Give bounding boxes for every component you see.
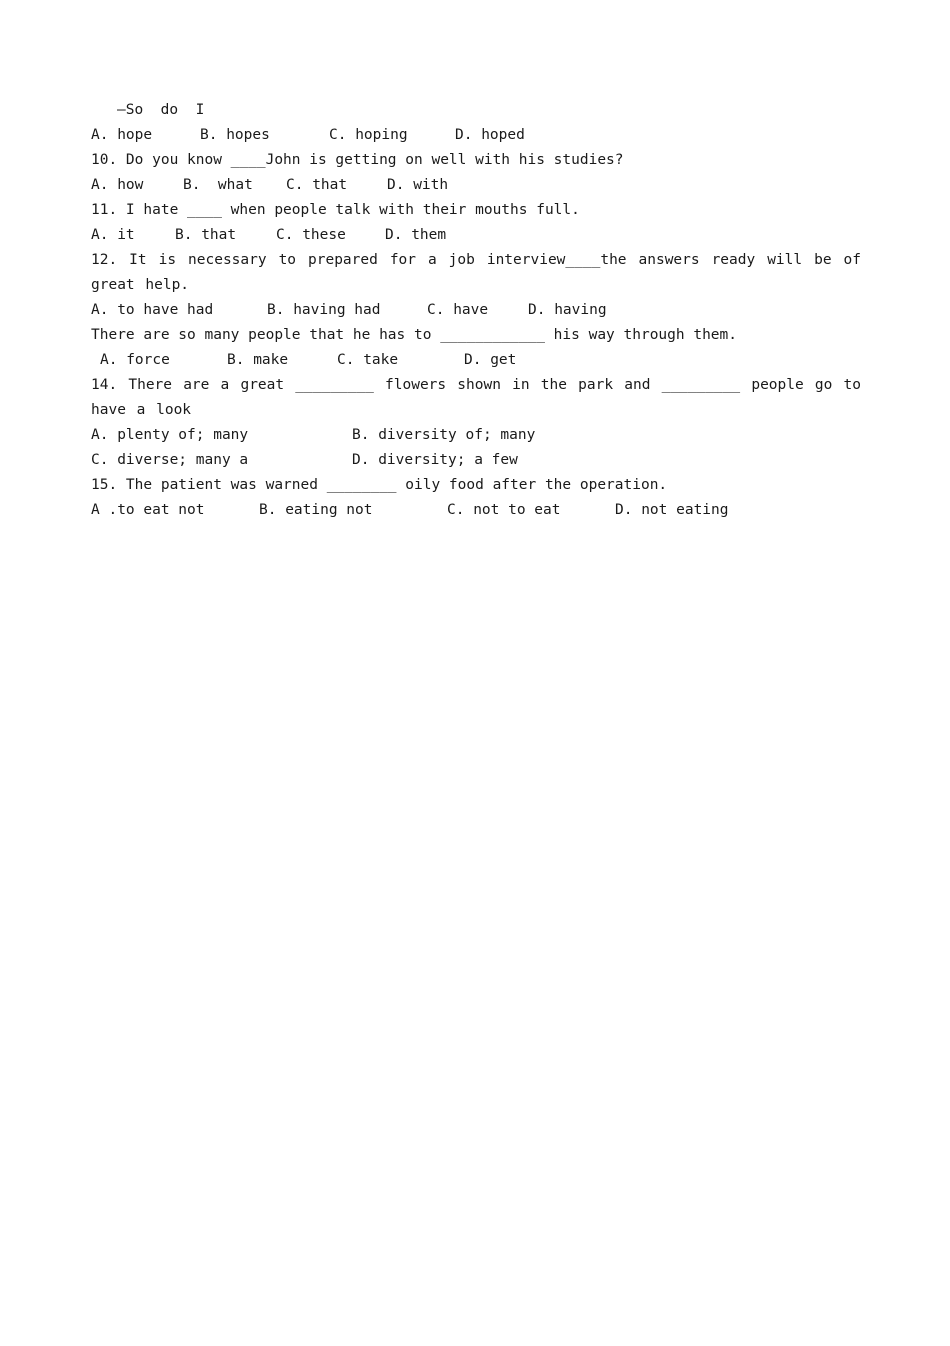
document-page — [91, 98, 861, 523]
q14-stem: 14. There are a great _________ flowers shown in the park and _________ people go to have a look — [91, 377, 861, 418]
q14-option-c: C. diverse; many a — [91, 452, 249, 468]
q11-option-c: C. these — [276, 227, 346, 243]
q9-option-a: A. hope — [91, 127, 153, 143]
q9-answer-line: —So do I — [117, 102, 205, 118]
q14-options-row1 — [91, 423, 861, 448]
q13-options — [91, 348, 861, 373]
q14-options-row2 — [91, 448, 861, 473]
q9-option-d: D. hoped — [455, 127, 525, 143]
q9-option-c: C. hoping — [329, 127, 408, 143]
q15-options — [91, 498, 861, 523]
q10-option-b: B. what — [183, 177, 253, 193]
q14-option-d: D. diversity; a few — [352, 452, 518, 468]
q15-option-d: D. not eating — [615, 502, 729, 518]
q12-stem: 12. It is necessary to prepared for a job interview____the answers ready will be of great help. — [91, 252, 861, 293]
q13-stem: There are so many people that he has to ____________ his way through them. — [91, 327, 738, 343]
q15-option-c: C. not to eat — [447, 502, 561, 518]
q10-option-c: C. that — [286, 177, 348, 193]
q13-option-b: B. make — [227, 352, 289, 368]
q10-option-d: D. with — [387, 177, 449, 193]
q15-option-b: B. eating not — [259, 502, 373, 518]
q14-option-a: A. plenty of; many — [91, 427, 249, 443]
q9-option-b: B. hopes — [200, 127, 270, 143]
q12-options — [91, 298, 861, 323]
q13-option-d: D. get — [464, 352, 517, 368]
q13-option-a: A. force — [100, 352, 170, 368]
q12-option-d: D. having — [528, 302, 607, 318]
q10-option-a: A. how — [91, 177, 144, 193]
q13-option-c: C. take — [337, 352, 399, 368]
q10-options — [91, 173, 861, 198]
q9-options — [91, 123, 861, 148]
q12-option-a: A. to have had — [91, 302, 214, 318]
q15-option-a: A .to eat not — [91, 502, 205, 518]
q11-option-d: D. them — [385, 227, 447, 243]
q11-stem: 11. I hate ____ when people talk with their mouths full. — [91, 202, 580, 218]
q11-option-b: B. that — [175, 227, 237, 243]
q14-option-b: B. diversity of; many — [352, 427, 536, 443]
q15-stem: 15. The patient was warned ________ oily food after the operation. — [91, 477, 668, 493]
q12-option-c: C. have — [427, 302, 489, 318]
q11-options — [91, 223, 861, 248]
q12-option-b: B. having had — [267, 302, 381, 318]
q10-stem: 10. Do you know ____John is getting on well with his studies? — [91, 152, 624, 168]
q11-option-a: A. it — [91, 227, 135, 243]
